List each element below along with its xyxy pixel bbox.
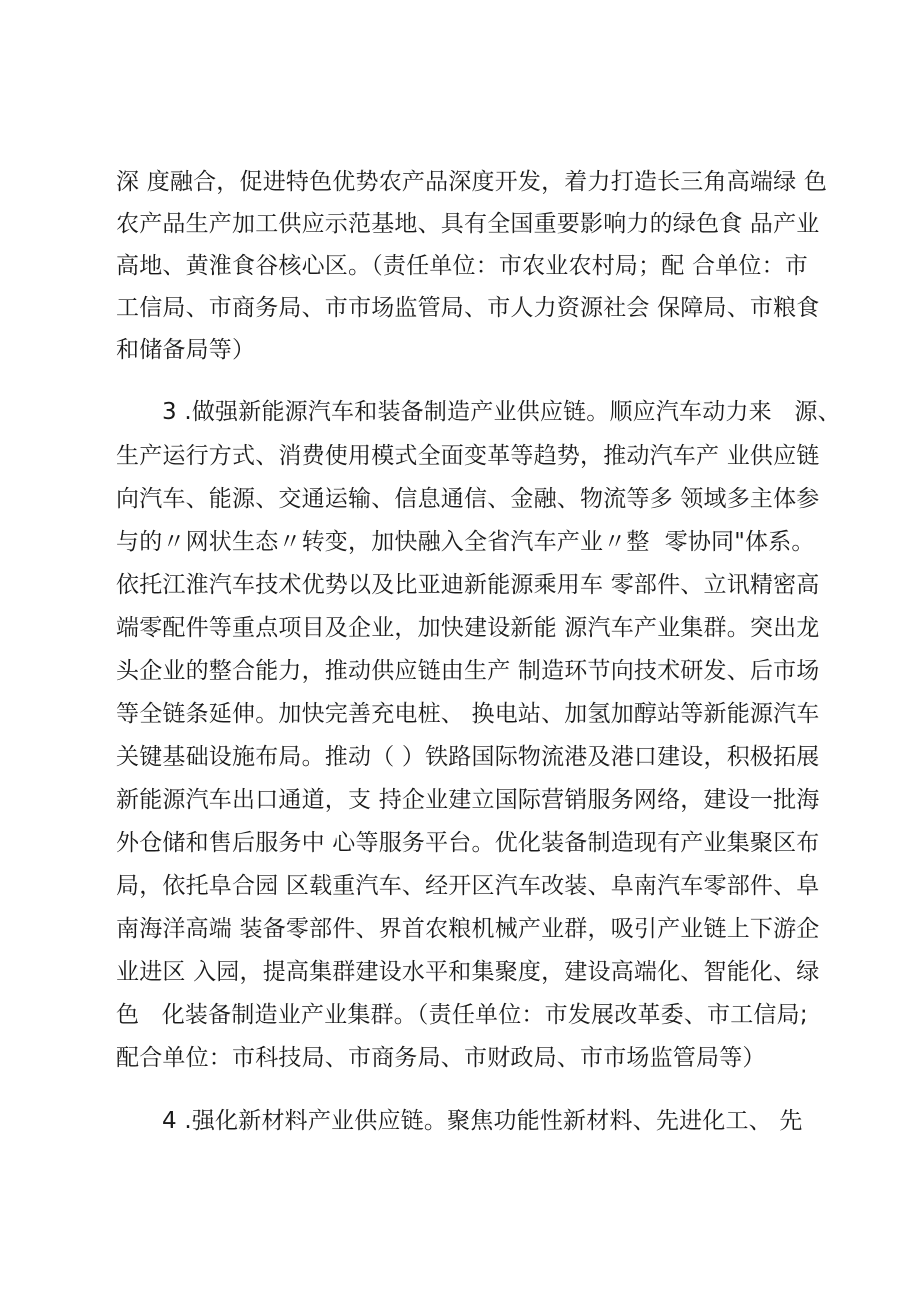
text-line: 高地、黄淮食谷核心区。（责任单位：市农业农村局；配 合单位：市 [116,253,809,279]
text-line: 与的〃网状生态〃转变，加快融入全省汽车产业〃整 零协同"体系。 [116,529,815,555]
section-heading-3: 3 .做强新能源汽车和装备制造产业供应链。顺应汽车动力来 源、 [162,399,841,425]
text-line: 头企业的整合能力，推动供应链由生产 制造环节向技术研发、后市场 [116,658,820,684]
text-line: 南海洋高端 装备零部件、界首农粮机械产业群，吸引产业链上下游企 [116,916,820,942]
text-line: 向汽车、能源、交通运输、信息通信、金融、物流等多 领域多主体参 [116,486,820,512]
text-line: 业进区 入园，提高集群建设水平和集聚度，建设高端化、智能化、绿 [116,959,820,985]
section-heading-4: 4 .强化新材料产业供应链。聚焦功能性新材料、先进化工、 先 [162,1108,803,1134]
text-line: 配合单位：市科技局、市商务局、市财政局、市市场监管局等） [116,1045,766,1071]
text-line: 新能源汽车出口通道，支 持企业建立国际营销服务网络，建设一批海 [116,787,820,813]
text-line: 外仓储和售后服务中 心等服务平台。优化装备制造现有产业集聚区布 [116,830,820,856]
text-line: 关键基础设施布局。推动（ ）铁路国际物流港及港口建设，积极拓展 [116,744,820,770]
text-line: 深 度融合，促进特色优势农产品深度开发，着力打造长三角高端绿 色 [116,169,828,195]
text-line: 色 化装备制造业产业集群。（责任单位：市发展改革委、市工信局; [116,1002,808,1028]
text-line: 等全链条延伸。加快完善充电桩、 换电站、加氢加醇站等新能源汽车 [116,701,820,727]
text-line: 依托江淮汽车技术优势以及比亚迪新能源乘用车 零部件、立讯精密高 [116,572,820,598]
text-line: 和储备局等） [116,337,256,363]
text-line: 局，依托阜合园 区载重汽车、经开区汽车改装、阜南汽车零部件、阜 [116,873,820,899]
text-line: 生产运行方式、消费使用模式全面变革等趋势，推动汽车产 业供应链 [116,443,820,469]
text-line: 端零配件等重点项目及企业，加快建设新能 源汽车产业集群。突出龙 [116,615,820,641]
text-line: 工信局、市商务局、市市场监管局、市人力资源社会 保障局、市粮食 [116,295,820,321]
text-line: 农产品生产加工供应示范基地、具有全国重要影响力的绿色食 品产业 [116,211,820,237]
